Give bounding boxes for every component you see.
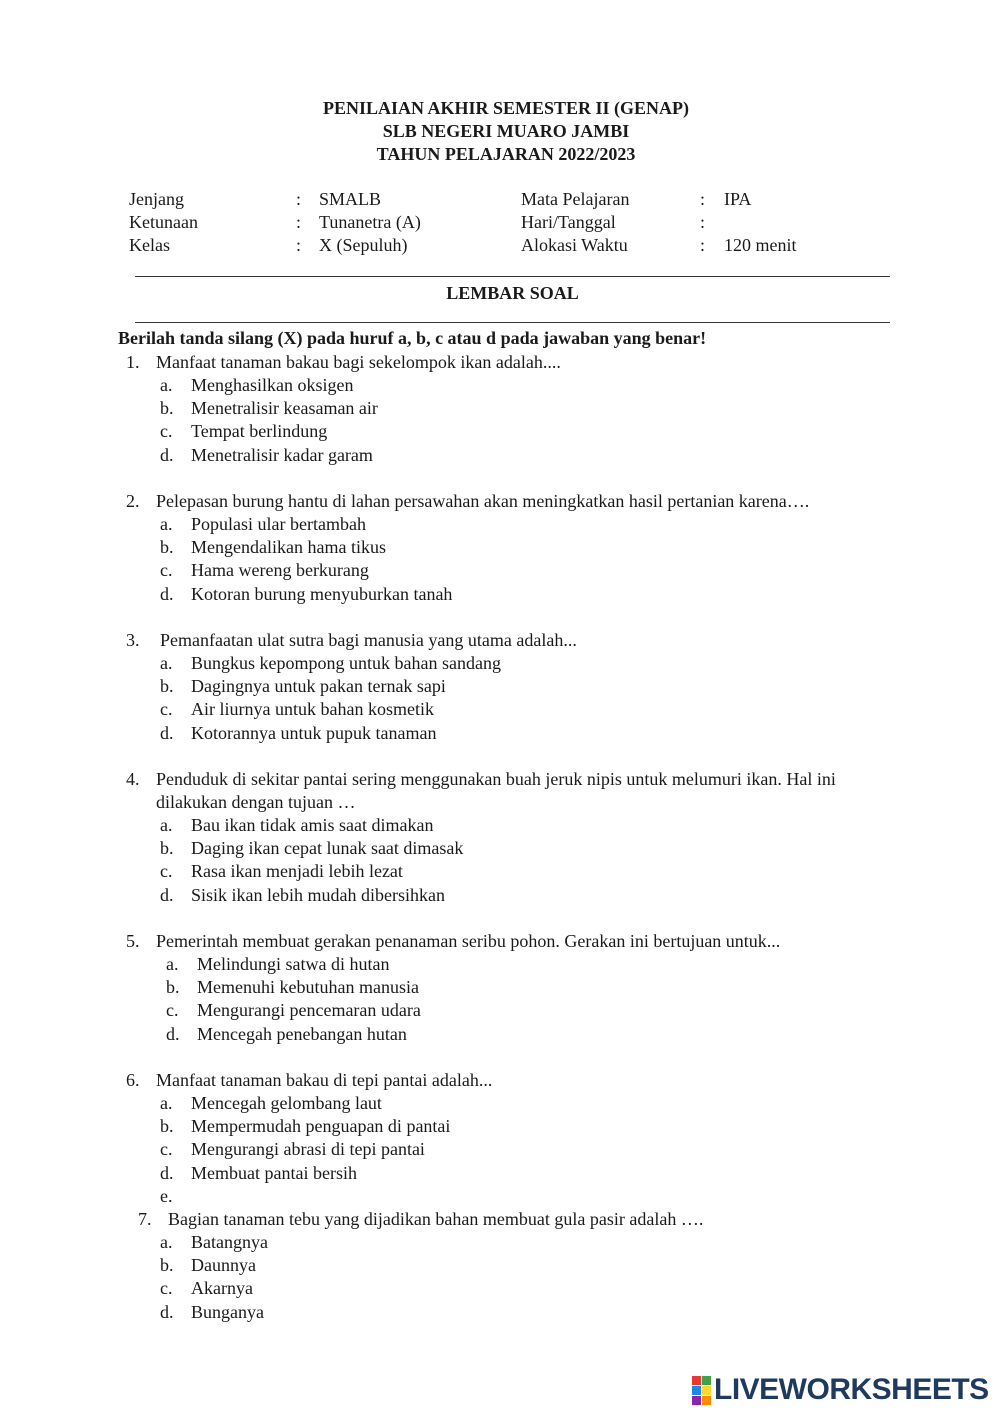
question-text: Pemerintah membuat gerakan penanaman seribu pohon. Gerakan ini bertujuan untuk...	[156, 931, 781, 951]
question-text: Manfaat tanaman bakau di tepi pantai adalah...	[156, 1070, 493, 1090]
option-3-c[interactable]	[160, 698, 760, 721]
option-letter: a.	[160, 815, 173, 835]
info-label-jenjang: Jenjang	[129, 189, 184, 209]
option-text: Bau ikan tidak amis saat dimakan	[191, 815, 434, 835]
option-text: Batangnya	[191, 1232, 268, 1252]
option-letter: b.	[166, 977, 180, 998]
info-sep: :	[296, 212, 302, 232]
option-text: Air liurnya untuk bahan kosmetik	[191, 699, 434, 720]
question-number: 5.	[126, 931, 140, 951]
option-6-a[interactable]	[160, 1092, 760, 1115]
info-sep: :	[296, 189, 302, 209]
question-text: Penduduk di sekitar pantai sering menggunakan buah jeruk nipis untuk melumuri ikan. Hal ini dilakukan dengan tujuan …	[156, 769, 836, 812]
option-5-d[interactable]	[166, 1023, 766, 1046]
option-6-d[interactable]	[160, 1162, 760, 1185]
question-text: Pemanfaatan ulat sutra bagi manusia yang utama adalah...	[160, 630, 577, 650]
option-5-b[interactable]	[166, 976, 766, 999]
option-letter: c.	[160, 861, 173, 882]
option-text: Dagingnya untuk pakan ternak sapi	[191, 676, 446, 697]
option-text: Mencegah penebangan hutan	[197, 1023, 407, 1044]
option-text: Populasi ular bertambah	[191, 514, 366, 534]
info-sep: :	[700, 212, 706, 232]
option-6-b[interactable]	[160, 1115, 760, 1138]
info-value-kelas: X (Sepuluh)	[319, 235, 408, 255]
option-4-d[interactable]	[160, 884, 760, 907]
option-text: Kotoran burung menyuburkan tanah	[191, 583, 453, 604]
divider-top	[135, 276, 890, 277]
question-number: 2.	[126, 491, 140, 511]
option-6-e[interactable]	[160, 1185, 760, 1208]
option-text: Daunnya	[191, 1255, 256, 1276]
option-1-c[interactable]	[160, 420, 760, 443]
info-label-hari-tanggal: Hari/Tanggal	[521, 212, 616, 232]
option-letter: a.	[160, 375, 173, 395]
option-text: Menetralisir kadar garam	[191, 444, 373, 465]
option-letter: d.	[160, 1301, 174, 1322]
title-line-2: SLB NEGERI MUARO JAMBI	[382, 121, 630, 141]
option-7-d[interactable]	[160, 1301, 760, 1324]
option-letter: c.	[166, 1000, 179, 1021]
question-text: Bagian tanaman tebu yang dijadikan bahan membuat gula pasir adalah ….	[168, 1209, 704, 1229]
option-text: Hama wereng berkurang	[191, 560, 369, 581]
option-letter: a.	[160, 653, 173, 673]
option-1-a[interactable]	[160, 374, 760, 397]
option-text: Akarnya	[191, 1278, 253, 1299]
option-text: Mempermudah penguapan di pantai	[191, 1116, 451, 1137]
option-7-b[interactable]	[160, 1254, 760, 1277]
option-2-d[interactable]	[160, 583, 760, 606]
title-line-3: TAHUN PELAJARAN 2022/2023	[376, 144, 636, 164]
info-value-ketunaan: Tunanetra (A)	[319, 212, 421, 232]
info-label-alokasi-waktu: Alokasi Waktu	[521, 235, 628, 255]
option-text: Menetralisir keasaman air	[191, 398, 378, 419]
option-letter: b.	[160, 398, 174, 419]
option-text: Mengurangi abrasi di tepi pantai	[191, 1139, 425, 1160]
option-3-b[interactable]	[160, 675, 760, 698]
question-number: 6.	[126, 1070, 140, 1090]
question-text: Manfaat tanaman bakau bagi sekelompok ikan adalah....	[156, 352, 561, 372]
liveworksheets-logo-icon	[692, 1376, 710, 1404]
info-sep: :	[700, 189, 706, 209]
option-letter: c.	[160, 1139, 173, 1160]
option-text: Memenuhi kebutuhan manusia	[197, 977, 419, 998]
option-letter: b.	[160, 676, 174, 697]
option-7-c[interactable]	[160, 1277, 760, 1300]
option-letter: c.	[160, 560, 173, 581]
info-label-kelas: Kelas	[129, 235, 170, 255]
option-text: Melindungi satwa di hutan	[197, 954, 390, 974]
option-1-b[interactable]	[160, 397, 760, 420]
question-number: 3.	[126, 630, 140, 650]
option-letter: d.	[160, 722, 174, 743]
option-5-c[interactable]	[166, 999, 766, 1022]
info-sep: :	[700, 235, 706, 255]
info-value-mata-pelajaran: IPA	[724, 189, 752, 209]
option-letter: d.	[160, 884, 174, 905]
option-letter: d.	[166, 1023, 180, 1044]
option-letter: e.	[160, 1185, 173, 1206]
question-number: 4.	[126, 769, 140, 789]
info-value-jenjang: SMALB	[319, 189, 382, 209]
option-text: Mengendalikan hama tikus	[191, 537, 386, 558]
section-title: LEMBAR SOAL	[446, 283, 579, 303]
option-text: Bunganya	[191, 1301, 264, 1322]
info-value-alokasi-waktu: 120 menit	[724, 235, 797, 255]
option-letter: a.	[160, 514, 173, 534]
option-5-a[interactable]	[166, 953, 766, 976]
title-line-1: PENILAIAN AKHIR SEMESTER II (GENAP)	[322, 98, 690, 118]
option-1-d[interactable]	[160, 444, 760, 467]
option-letter: d.	[160, 1162, 174, 1183]
info-label-ketunaan: Ketunaan	[129, 212, 198, 232]
option-letter: c.	[160, 421, 173, 442]
option-letter: b.	[160, 1116, 174, 1137]
option-text: Membuat pantai bersih	[191, 1162, 357, 1183]
option-letter: d.	[160, 583, 174, 604]
option-text: Bungkus kepompong untuk bahan sandang	[191, 653, 501, 673]
question-text: Pelepasan burung hantu di lahan persawahan akan meningkatkan hasil pertanian karena….	[156, 491, 810, 511]
option-text: Mencegah gelombang laut	[191, 1093, 382, 1113]
option-text: Sisik ikan lebih mudah dibersihkan	[191, 884, 445, 905]
option-letter: a.	[160, 1093, 173, 1113]
liveworksheets-logo	[692, 1372, 992, 1408]
option-text: Tempat berlindung	[191, 421, 328, 442]
question-number: 1.	[126, 352, 140, 372]
question-4	[126, 768, 906, 814]
option-letter: c.	[160, 699, 173, 720]
liveworksheets-logo-text: LIVEWORKSHEETS	[714, 1373, 989, 1406]
option-2-c[interactable]	[160, 559, 760, 582]
option-2-b[interactable]	[160, 536, 760, 559]
option-text: Menghasilkan oksigen	[191, 375, 354, 395]
option-text: Kotorannya untuk pupuk tanaman	[191, 722, 437, 743]
divider-bottom	[135, 322, 890, 323]
exam-title	[0, 97, 1000, 166]
option-letter: b.	[160, 537, 174, 558]
option-3-d[interactable]	[160, 722, 760, 745]
option-7-a[interactable]	[160, 1231, 760, 1254]
option-letter: d.	[160, 444, 174, 465]
option-4-b[interactable]	[160, 837, 760, 860]
option-text: Mengurangi pencemaran udara	[197, 1000, 421, 1021]
option-2-a[interactable]	[160, 513, 760, 536]
option-text: Rasa ikan menjadi lebih lezat	[191, 861, 403, 882]
instruction: Berilah tanda silang (X) pada huruf a, b, c atau d pada jawaban yang benar!	[118, 328, 707, 348]
option-letter: b.	[160, 838, 174, 859]
question-number: 7.	[138, 1209, 152, 1229]
option-4-a[interactable]	[160, 814, 760, 837]
option-letter: a.	[160, 1232, 173, 1252]
option-letter: c.	[160, 1278, 173, 1299]
info-label-mata-pelajaran: Mata Pelajaran	[521, 189, 630, 209]
option-4-c[interactable]	[160, 860, 760, 883]
option-3-a[interactable]	[160, 652, 760, 675]
option-letter: a.	[166, 954, 179, 974]
info-sep: :	[296, 235, 302, 255]
option-letter: b.	[160, 1255, 174, 1276]
option-6-c[interactable]	[160, 1138, 760, 1161]
option-text: Daging ikan cepat lunak saat dimasak	[191, 838, 464, 859]
